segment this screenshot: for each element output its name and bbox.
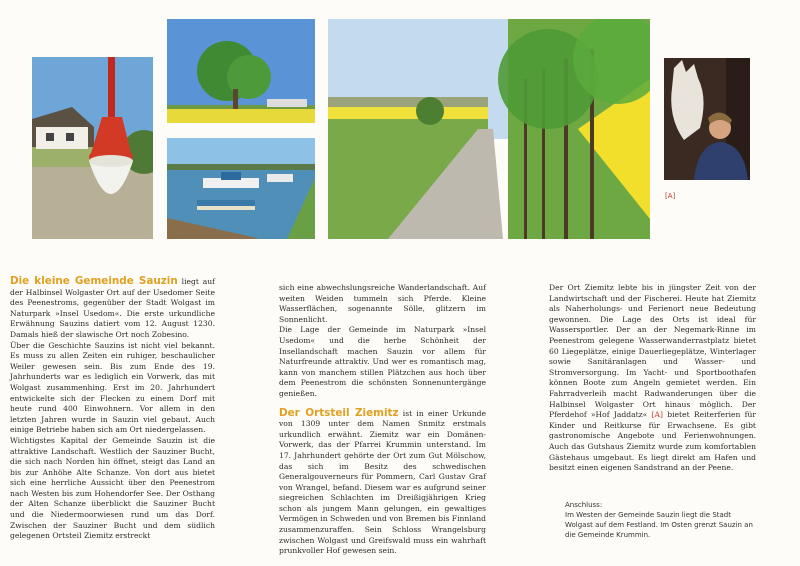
paragraph <box>279 408 486 557</box>
reference-marker: [A] <box>651 410 663 420</box>
text-column-3 <box>549 283 756 474</box>
photo-horse-rider <box>664 58 750 180</box>
paragraph-text: bietet Reiterferien für Kinder und Reitkurse für Erwachsene. Es gibt gastronomische Angebote und Ferienwohnungen. Auch das Gutshaus Ziemitz wurde zum komfortablen Gästehaus umgebaut. Es liegt direkt am Hafen und besitzt einen eigenen Sandstrand an der Peene. <box>549 410 757 473</box>
note-box <box>565 500 755 540</box>
paragraph <box>10 276 215 341</box>
section-heading-sauzin: Die kleine Gemeinde Sauzin <box>10 275 178 287</box>
note-text: Im Westen der Gemeinde Sauzin liegt die Stadt Wolgast auf dem Festland. Im Osten grenzt Sauzin an die Gemeinde Krummin. <box>565 511 753 539</box>
photo-credit: [A] <box>665 192 676 200</box>
paragraph-text: ist in einer Urkunde von 1309 unter dem Namen Snmitz erstmals urkundlich erwähnt. Ziemitz war ein Domänen-Vorwerk, das der Pfarrei Krummin unterstand. Im 17. Jahrhundert gehörte der Ort zum Gut Mölschow, das sich im Besitz des schwedischen Generalgouverneurs für Pommern, Carl Gustav Graf von Wrangel, befand. Diesem war es aufgrund seiner siegreichen Schlachten im Dreißigjährigen Krieg schon als jungem Mann gelungen, ein gewaltiges Vermögen in Schweden und von Bremen bis Finnland zusammenzuraffen. Sein Schloss Wrangelsburg zwischen Wolgast und Greifswald muss ein wahrhaft prunkvoller Hof gewesen sein. <box>279 408 486 556</box>
paragraph-text: Der Ort Ziemitz lebte bis in jüngster Zeit von der Landwirtschaft und der Fischerei. Heute hat Ziemitz als Naherholungs- und Ferienort neue Bedeutung gewonnen. Die Lage des Orts ist ideal für Wassersportler. Der an der Negemark-Rinne im Peenestrom gelegene Wasserwanderrastplatz bietet 60 Liegeplätze, einige Dauerliegeplätze, Winterlager sowie Sanitäranlagen und Wasser- und Stromversorgung. Im Yacht- und Sportboothafen können Boote zum Angeln gemietet werden. Ein Fahrradverleih macht Radwanderungen über die Halbinsel Wolgaster Ort hinaus möglich. Der Pferdehof »Hof Jaddatz« <box>549 283 756 420</box>
paragraph: sich eine abwechslungsreiche Wanderlandschaft. Auf weiten Weiden tummeln sich Pferde. Kleine Wasserflächen, sogenannte Sölle, glitzern im Sonnenlicht. <box>279 283 486 324</box>
paragraph: Die Lage der Gemeinde im Naturpark »Insel Usedom« und die herbe Schönheit der Insellandschaft machen Sauzin vor allem für Naturfreunde attraktiv. Und wer es romantisch mag, kann von manchem stillen Plätzchen aus hoch über dem Peenestrom die schönsten Sonnenuntergänge genießen. <box>279 325 486 398</box>
photo-avenue <box>328 19 650 239</box>
section-heading-ziemitz: Der Ortsteil Ziemitz <box>279 406 399 419</box>
photo-buoy <box>32 57 153 239</box>
photo-harbour <box>167 138 315 239</box>
paragraph <box>549 283 756 474</box>
paragraph: Wichtigstes Kapital der Gemeinde Sauzin ist die attraktive Landschaft. Westlich der Sauziner Bucht, die sich nach Norden hin öffnet, steigt das Land an bis zur Anhöhe Alte Schanze. Von dort aus bietet sich eine herrliche Aussicht über den Peenestrom nach Westen bis zum Hohendorfer See. Der Osthang der Alten Schanze überblickt die Sauziner Bucht und die Niedermoorwiesen rund um das Dorf. Zwischen der Sauziner Bucht und dem südlich gelegenen Ortsteil Ziemitz erstreckt <box>10 435 215 541</box>
note-title: Anschluss: <box>565 501 603 509</box>
text-column-2 <box>279 283 486 557</box>
text-column-1 <box>10 276 215 542</box>
paragraph-text: liegt auf der Halbinsel Wolgaster Ort auf der Usedomer Seite des Peenestroms, gegenüber der Stadt Wolgast im Naturpark »Insel Usedom«. Die erste urkundliche Erwähnung Sauzins datiert vom 12. August 1230. Damals hieß der slawische Ort noch Zobesino. <box>10 277 215 339</box>
paragraph: Über die Geschichte Sauzins ist nicht viel bekannt. Es muss zu allen Zeiten ein ruhiger, beschaulicher Weiler gewesen sein. Bis zum Ende des 19. Jahrhunderts war es lediglich ein Vorwerk, das mit Wolgast zusammenhing. Erst im 20. Jahrhundert entwickelte sich der Flecken zu einem Dorf mit heute rund 400 Einwohnern. Vor allem in den letzten Jahren wurde in Sauzin viel gebaut. Auch einige Betriebe haben sich am Ort niedergelassen. <box>10 340 215 435</box>
photo-tree-field <box>167 19 315 123</box>
